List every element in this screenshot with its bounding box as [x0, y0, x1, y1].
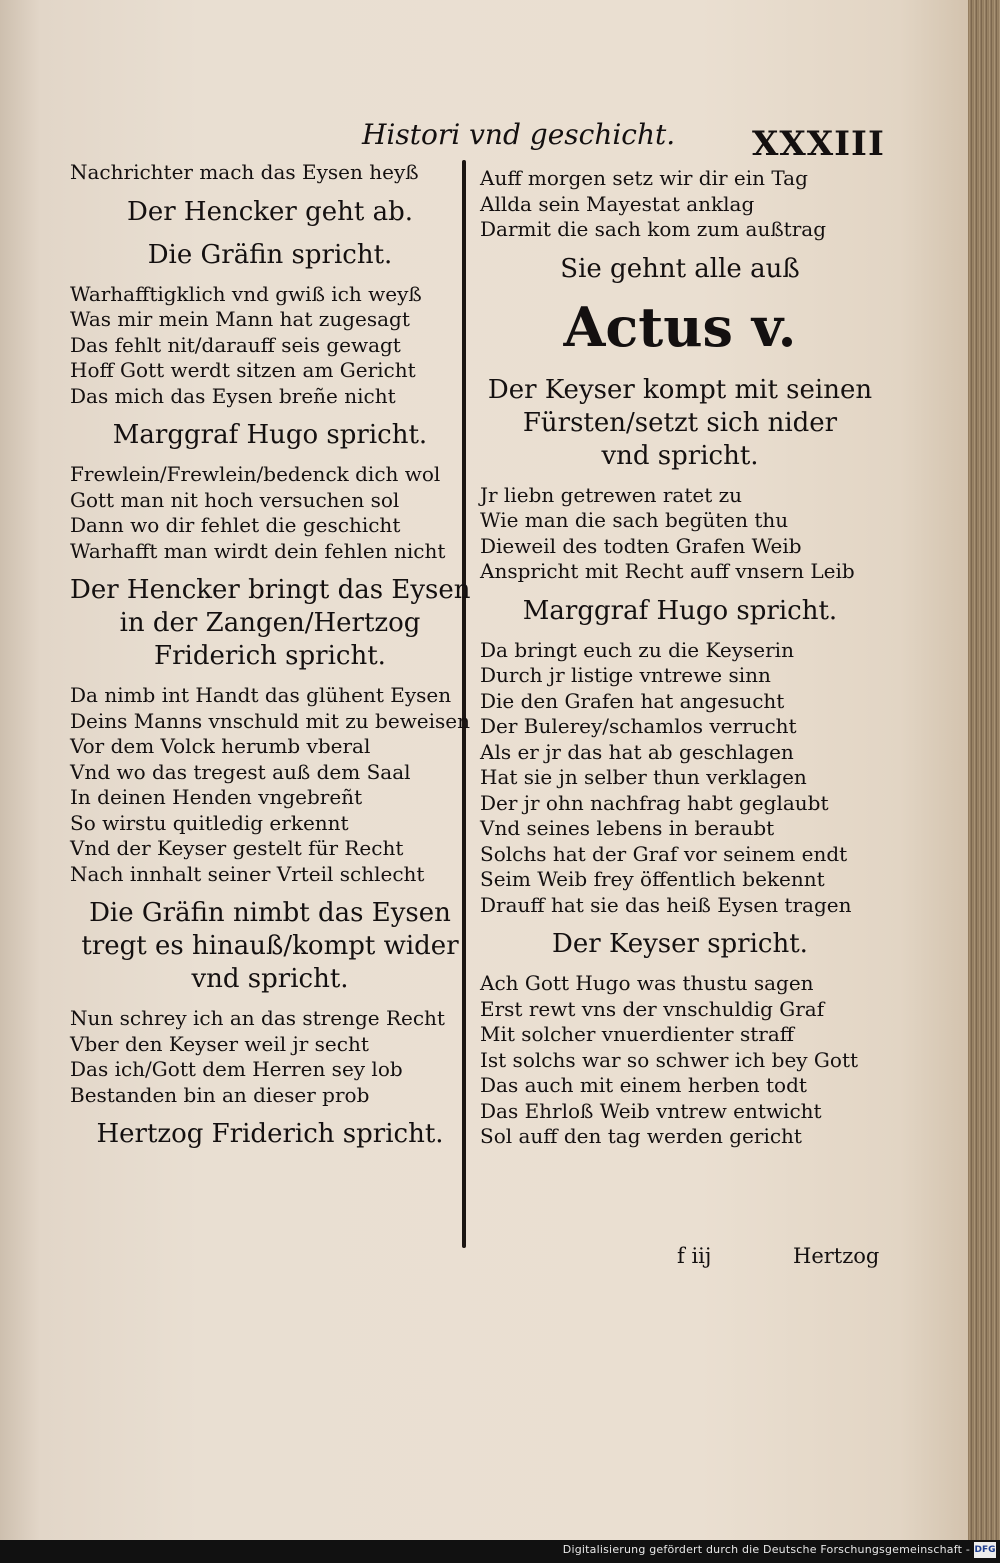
stage-direction	[70, 897, 470, 996]
act-heading: Actus v.	[563, 294, 797, 359]
verse-line: Deins Manns vnschuld mit zu beweisen	[70, 708, 471, 733]
folio-number: XXXIII	[752, 124, 885, 164]
left-column	[70, 160, 470, 1161]
verse-block	[70, 1006, 470, 1108]
verse-line: Nach innhalt seiner Vrteil schlecht	[70, 861, 425, 886]
verse-line: Was mir mein Mann hat zugesagt	[70, 307, 410, 331]
verse-line: Auff morgen setz wir dir ein Tag	[480, 166, 808, 190]
stage-direction	[70, 196, 470, 229]
verse-line: Allda sein Mayestat anklag	[480, 191, 755, 216]
verse-line: Ach Gott Hugo was thustu sagen	[480, 971, 814, 995]
verse-line: Der Bulerey/schamlos verrucht	[480, 714, 797, 738]
verse-line: Hat sie jn selber thun verklagen	[480, 765, 807, 789]
verse-line: Mit solcher vnuerdienter straff	[480, 1022, 794, 1046]
verse-block	[480, 971, 880, 1150]
stage-direction	[480, 253, 880, 286]
running-title: Histori vnd geschicht.	[362, 118, 676, 151]
stage-direction	[480, 374, 880, 473]
verse-line: So wirstu quitledig erkennt	[70, 810, 349, 835]
speaker-heading	[480, 595, 880, 628]
verse-block	[480, 483, 880, 585]
verse-line: Dieweil des todten Grafen Weib	[480, 533, 802, 558]
verse-line: Vor dem Volck herumb vberal	[70, 734, 371, 758]
verse-line: Erst rewt vns der vnschuldig Graf	[480, 996, 825, 1021]
speaker-heading	[70, 1118, 470, 1151]
dfg-logo: DFG	[974, 1542, 996, 1558]
signature-mark: f iij	[677, 1244, 712, 1268]
verse-line: Gott man nit hoch versuchen sol	[70, 487, 400, 512]
verse-line: Sol auff den tag werden gericht	[480, 1124, 802, 1148]
verse-line: Dann wo dir fehlet die geschicht	[70, 513, 401, 537]
verse-block	[70, 462, 470, 564]
verse-line: Hoff Gott werdt sitzen am Gericht	[70, 358, 416, 382]
heading-line: Der Hencker geht ab.	[126, 196, 414, 227]
page-edge	[968, 0, 1000, 1540]
verse-line: Bestanden bin an dieser prob	[70, 1082, 370, 1107]
heading-line: Sie gehnt alle auß	[560, 253, 800, 284]
verse-line: Nachrichter mach das Eysen heyß	[70, 160, 419, 184]
heading-line: Marggraf Hugo spricht.	[112, 420, 428, 450]
funding-credit: Digitalisierung gefördert durch die Deutsche Forschungsgemeinschaft -	[562, 1543, 970, 1556]
verse-line: Warhafftigklich vnd gwiß ich weyß	[70, 281, 422, 306]
verse-line: Das auch mit einem herben todt	[480, 1073, 807, 1097]
verse-line: Anspricht mit Recht auff vnsern Leib	[480, 559, 855, 583]
verse-block	[480, 638, 880, 919]
verse-line: Das ich/Gott dem Herren sey lob	[70, 1057, 403, 1081]
verse-line: Darmit die sach kom zum außtrag	[480, 217, 827, 241]
verse-line: Drauff hat sie das heiß Eysen tragen	[480, 892, 852, 917]
verse-block	[70, 282, 470, 410]
heading-line: in der Zangen/Hertzog	[119, 608, 421, 638]
verse-line: Der jr ohn nachfrag habt geglaubt	[480, 790, 829, 815]
heading-line: vnd spricht.	[601, 440, 759, 471]
heading-line: Die Gräfin spricht.	[147, 239, 393, 270]
verse-line: Das mich das Eysen breñe nicht	[70, 383, 396, 408]
verse-line: Solchs hat der Graf vor seinem endt	[480, 841, 848, 866]
catchword: Hertzog	[793, 1244, 880, 1268]
verse-line: Als er jr das hat ab geschlagen	[480, 739, 794, 764]
speaker-heading	[480, 928, 880, 961]
speaker-heading	[70, 239, 470, 272]
heading-line: vnd spricht.	[191, 964, 349, 994]
verse-line: Durch jr listige vntrewe sinn	[480, 663, 771, 687]
verse-line: Vber den Keyser weil jr secht	[70, 1031, 369, 1056]
heading-line: Der Keyser spricht.	[552, 929, 808, 959]
heading-line: Friderich spricht.	[154, 641, 386, 671]
verse-line: Jr liebn getrewen ratet zu	[480, 482, 743, 507]
verse-block	[480, 166, 880, 243]
verse-block	[70, 160, 470, 186]
verse-line: In deinen Henden vngebreñt	[70, 785, 363, 809]
verse-line: Wie man die sach begüten thu	[480, 508, 789, 532]
verse-line: Vnd seines lebens in beraubt	[480, 816, 775, 840]
speaker-heading	[70, 419, 470, 452]
verse-line: Ist solchs war so schwer ich bey Gott	[480, 1047, 859, 1072]
verse-line: Da bringt euch zu die Keyserin	[480, 637, 794, 662]
heading-line: Die Gräfin nimbt das Eysen	[89, 898, 451, 928]
verse-line: Warhafft man wirdt dein fehlen nicht	[70, 538, 446, 563]
heading-line: Der Hencker bringt das Eysen	[70, 575, 471, 605]
verse-line: Das fehlt nit/darauff seis gewagt	[70, 332, 401, 357]
verse-line: Das Ehrloß Weib vntrew entwicht	[480, 1098, 822, 1123]
verse-line: Vnd der Keyser gestelt für Recht	[70, 836, 404, 860]
verse-block	[70, 683, 470, 887]
stage-direction	[70, 574, 470, 673]
verse-line: Seim Weib frey öffentlich bekennt	[480, 867, 825, 891]
verse-line: Da nimb int Handt das glühent Eysen	[70, 683, 452, 707]
heading-line: Hertzog Friderich spricht.	[96, 1119, 444, 1149]
heading-line: Marggraf Hugo spricht.	[522, 595, 838, 626]
verse-line: Vnd wo das tregest auß dem Saal	[70, 759, 411, 784]
heading-line: Fürsten/setzt sich nider	[522, 407, 838, 438]
verse-line: Frewlein/Frewlein/bedenck dich wol	[70, 462, 441, 486]
right-column	[480, 166, 880, 1160]
verse-line: Nun schrey ich an das strenge Recht	[70, 1006, 445, 1030]
verse-line: Die den Grafen hat angesucht	[480, 688, 785, 713]
heading-line: tregt es hinauß/kompt wider	[81, 931, 459, 961]
heading-line: Der Keyser kompt mit seinen	[487, 374, 873, 405]
